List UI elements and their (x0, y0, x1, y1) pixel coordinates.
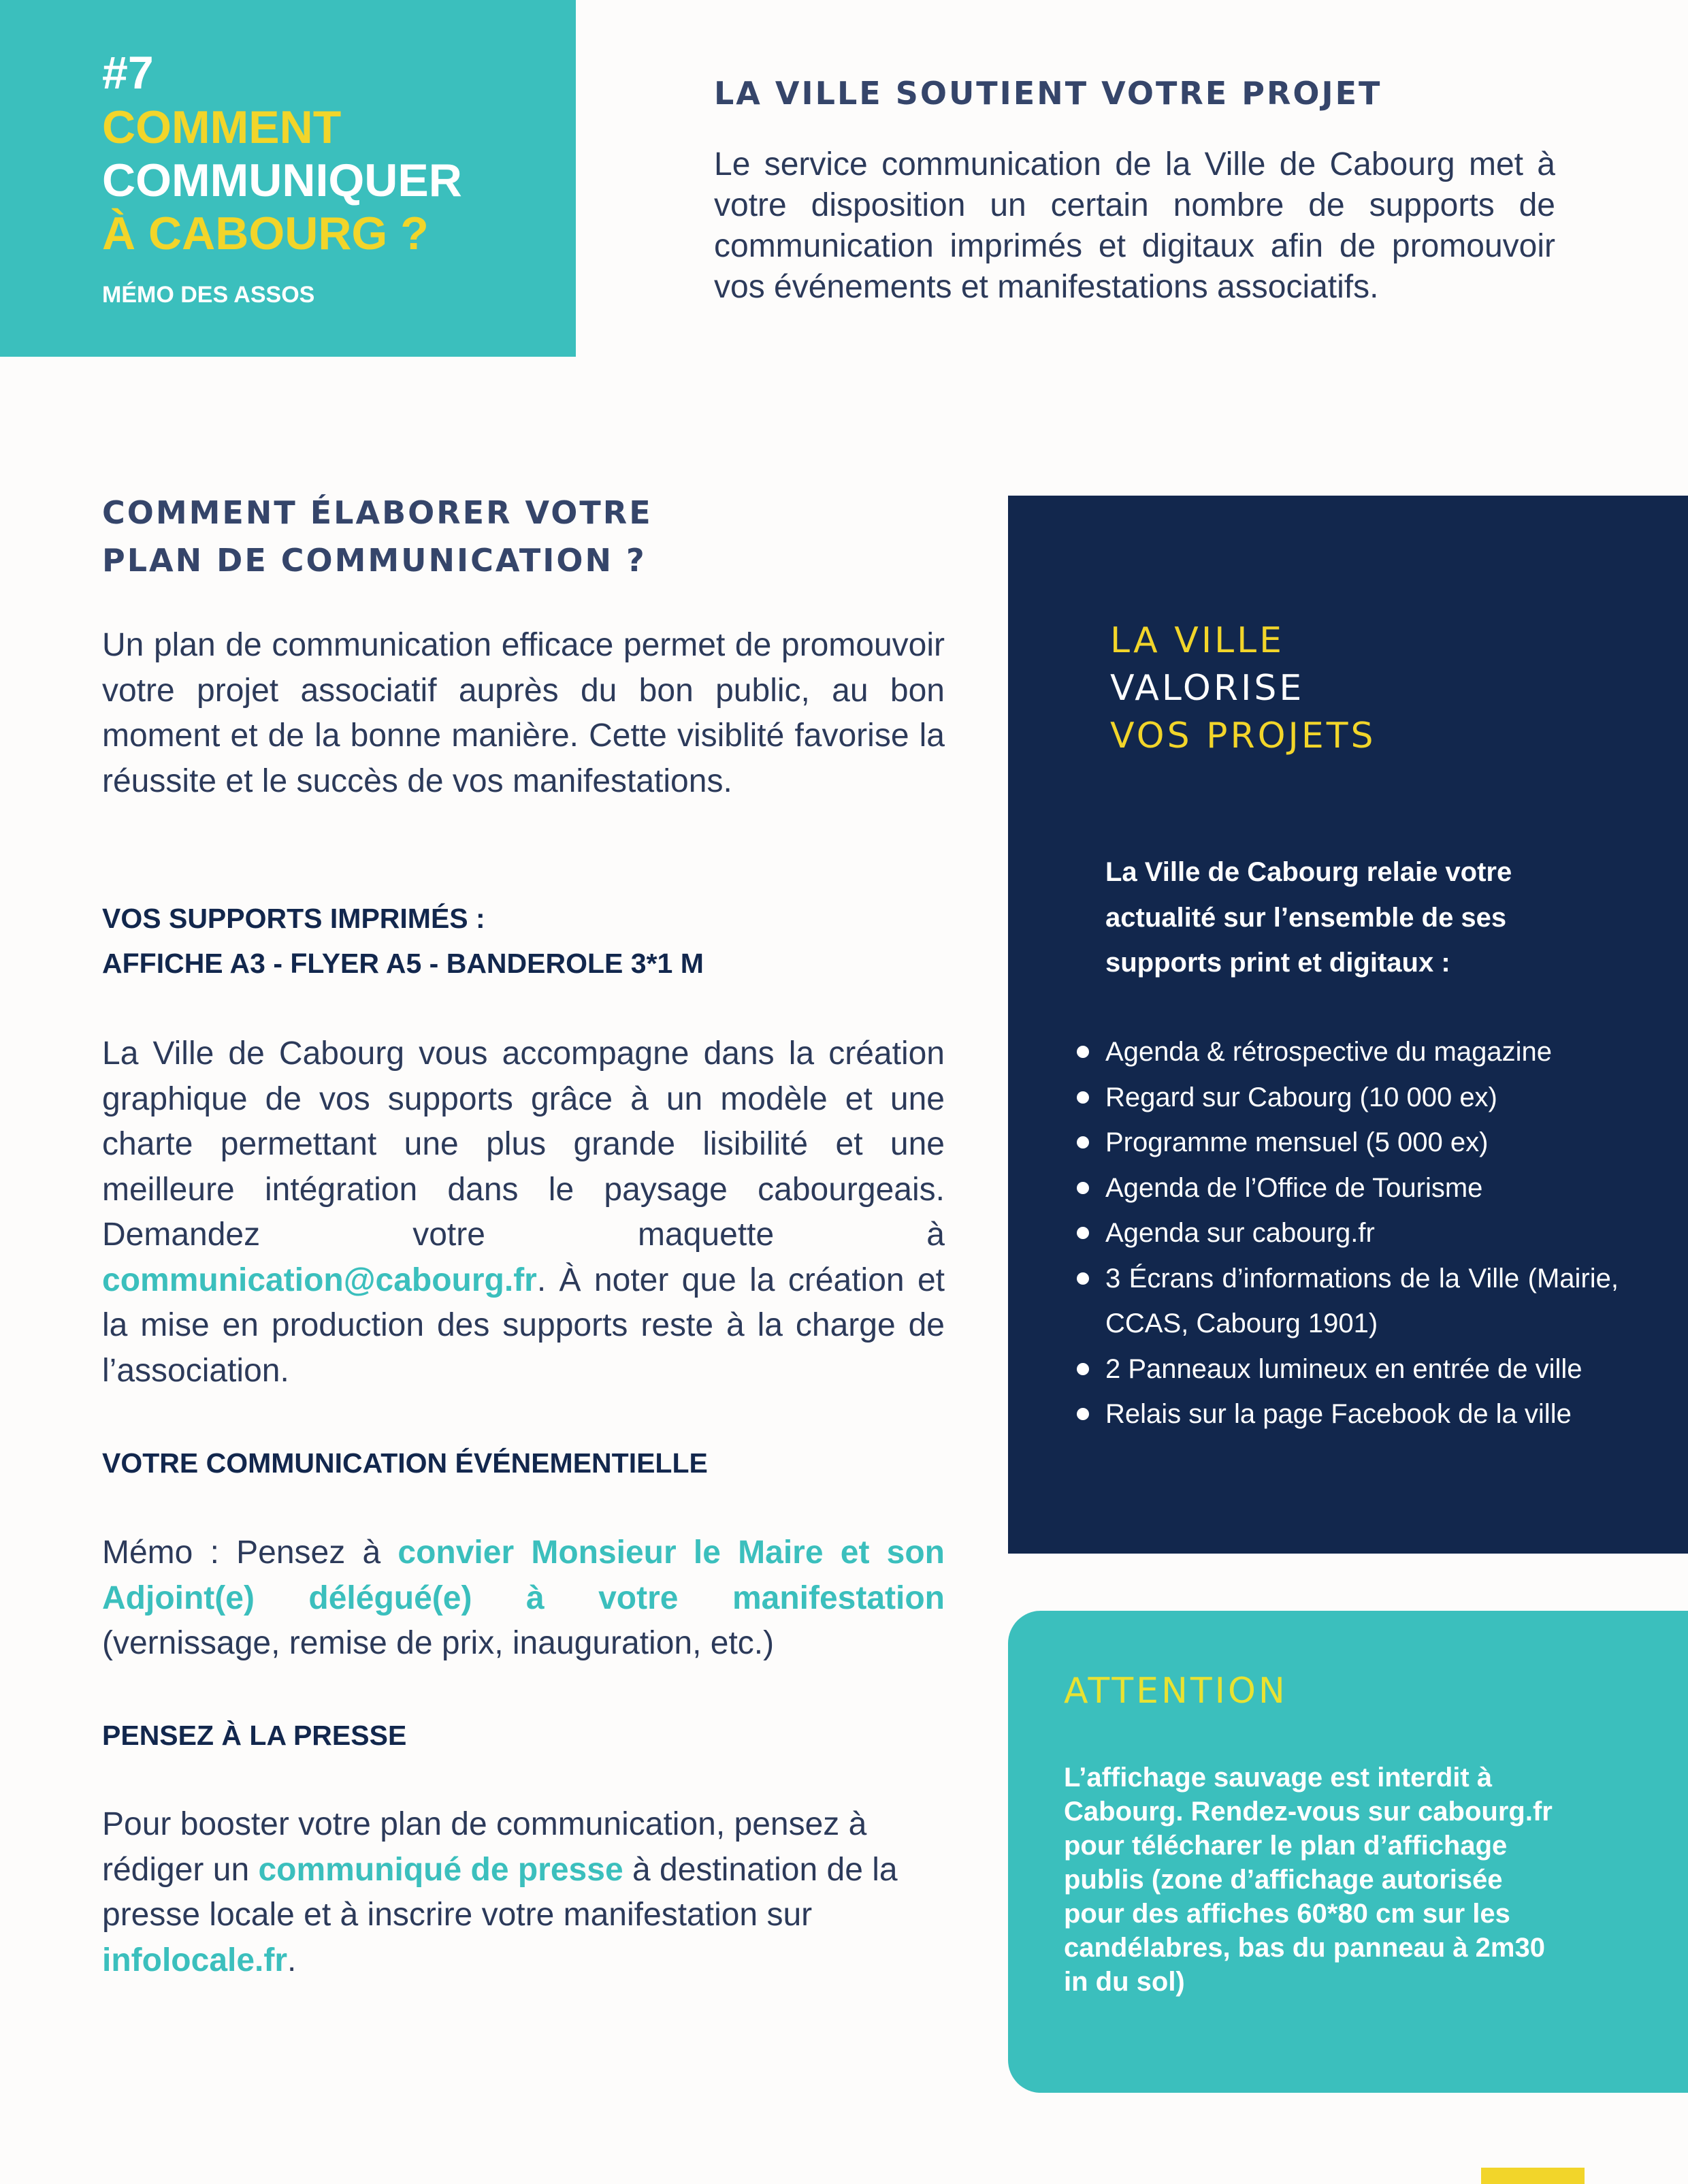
bullet-icon (1077, 1046, 1089, 1058)
attention-text: L’affichage sauvage est interdit à Cabourg. Rendez-vous sur cabourg.fr pour télécharer le plan d’affichage publis (zone d’affichage autorisée pour des affiches 60*80 cm sur les candélabres, bas du panneau à 2m30 in du sol) (1064, 1763, 1553, 1997)
issue-number: #7 (102, 47, 154, 99)
press-text: Pour booster votre plan de communication, pensez à rédiger un communiqué de presse à destination de la presse locale et à inscrire votre manifestation sur infolocale.fr. (102, 1806, 898, 1978)
ville-valorise-panel (1008, 496, 1688, 1554)
bullet-icon (1077, 1136, 1089, 1149)
plan-text: Un plan de communication efficace permet de promouvoir votre projet associatif auprès du bon public, au bon moment et de la bonne manière. Cette visiblité favorise la réussite et le succès de vos manifestations. (102, 627, 945, 799)
attention-title: ATTENTION (1064, 1671, 1288, 1712)
supports-list (1077, 1029, 1619, 1437)
title-line-3: À CABOURG ? (102, 208, 429, 259)
press-heading: PENSEZ À LA PRESSE (102, 1720, 407, 1751)
bullet-icon (1077, 1272, 1089, 1285)
infolocale-link[interactable]: infolocale.fr (102, 1942, 288, 1978)
header-block (0, 0, 576, 357)
panel-intro: La Ville de Cabourg relaie votre actualité sur l’ensemble de ses supports print et digitaux : (1105, 857, 1512, 978)
list-item: Relais sur la page Facebook de la ville (1077, 1392, 1619, 1437)
list-item: 3 Écrans d’informations de la Ville (Mairie, CCAS, Cabourg 1901) (1077, 1256, 1619, 1347)
list-item: Regard sur Cabourg (10 000 ex) (1077, 1075, 1619, 1121)
panel-title-line-1: LA VILLE (1110, 620, 1284, 661)
plan-heading-line-2: PLAN DE COMMUNICATION ? (102, 542, 647, 579)
event-text: Mémo : Pensez à convier Monsieur le Maire et son Adjoint(e) délégué(e) à votre manifestation (vernissage, remise de prix, inauguration, etc.) (102, 1535, 945, 1661)
list-item: Agenda & rétrospective du magazine (1077, 1029, 1619, 1075)
plan-heading-line-1: COMMENT ÉLABORER VOTRE (102, 494, 653, 531)
bullet-icon (1077, 1227, 1089, 1239)
title-line-1: COMMENT (102, 101, 342, 153)
attention-box (1008, 1611, 1688, 2093)
email-link[interactable]: communication@cabourg.fr (102, 1262, 537, 1298)
list-item: Agenda de l’Office de Tourisme (1077, 1166, 1619, 1211)
event-highlight: convier Monsieur le Maire et son Adjoint(e) délégué(e) à votre manifestation (102, 1535, 945, 1616)
list-item: Agenda sur cabourg.fr (1077, 1210, 1619, 1256)
list-item: Programme mensuel (5 000 ex) (1077, 1120, 1619, 1166)
panel-title (1110, 617, 1376, 760)
supports-text: La Ville de Cabourg vous accompagne dans la création graphique de vos supports grâce à un modèle et une charte permettant une plus grande lisibilité et une meilleure intégration dans le paysage cabourgeais. Demandez votre maquette à communication@cabourg.fr. À noter que la création et la mise en production des supports reste à la charge de l’association. (102, 1035, 945, 1389)
intro-text: Le service communication de la Ville de Cabourg met à votre disposition un certain nombre de supports de communication imprimés et digitaux afin de promouvoir vos événements et manifestations associatifs. (714, 146, 1555, 305)
list-item: 2 Panneaux lumineux en entrée de ville (1077, 1347, 1619, 1392)
bullet-icon (1077, 1363, 1089, 1375)
bullet-icon (1077, 1182, 1089, 1194)
press-release-highlight: communiqué de presse (258, 1851, 623, 1888)
event-heading: VOTRE COMMUNICATION ÉVÉNEMENTIELLE (102, 1447, 708, 1479)
supports-heading-line-1: VOS SUPPORTS IMPRIMÉS : (102, 903, 485, 934)
panel-title-line-2: VALORISE (1110, 668, 1305, 709)
page-corner-tab (1481, 2168, 1585, 2184)
bullet-icon (1077, 1408, 1089, 1420)
panel-title-line-3: VOS PROJETS (1110, 716, 1376, 756)
header-subtitle: MÉMO DES ASSOS (102, 282, 315, 308)
title-line-2: COMMUNIQUER (102, 155, 462, 206)
supports-heading-line-2: AFFICHE A3 - FLYER A5 - BANDEROLE 3*1 M (102, 948, 704, 979)
bullet-icon (1077, 1091, 1089, 1104)
intro-heading: LA VILLE SOUTIENT VOTRE PROJET (714, 75, 1382, 112)
